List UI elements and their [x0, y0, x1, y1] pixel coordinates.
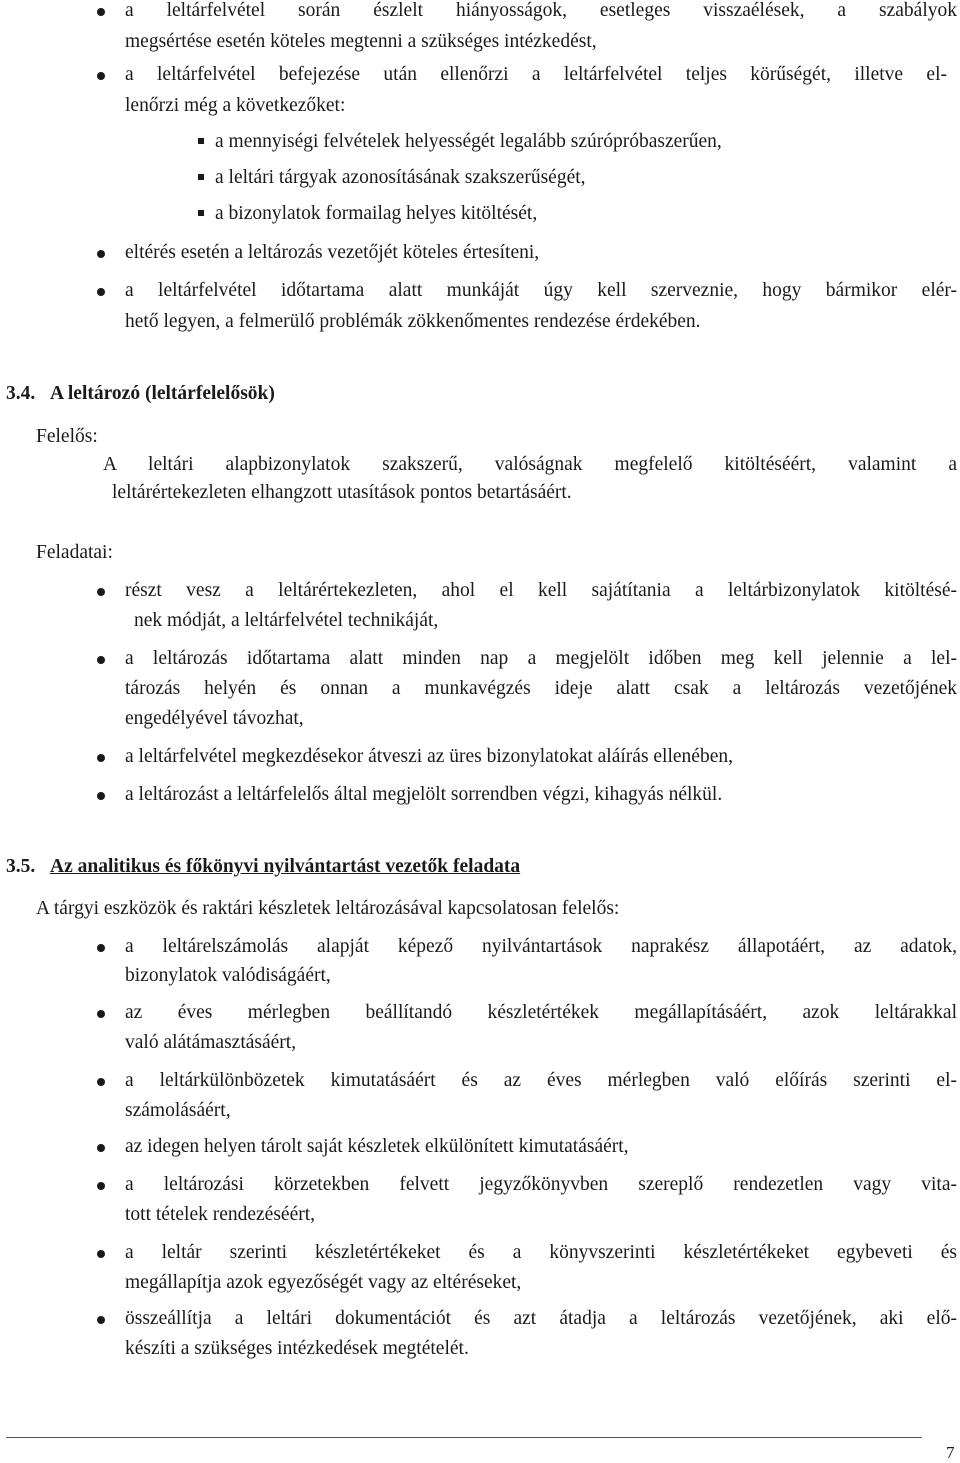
- section-title: Az analitikus és főkönyvi nyilvántartást vezetők feladata: [50, 856, 521, 877]
- list-item-line: a leltárfelvétel időtartama alatt munkáját úgy kell szerveznie, hogy bármikor elér-: [125, 280, 957, 301]
- bullet-icon: [97, 754, 105, 762]
- list-item-line: készíti a szükséges intézkedések megtételét.: [125, 1338, 469, 1359]
- list-item-line: számolásáért,: [125, 1100, 231, 1121]
- list-item-line: megsértése esetén köteles megtenni a szükséges intézkedést,: [125, 31, 597, 52]
- sublist-item: a leltári tárgyak azonosításának szakszerűségét,: [215, 167, 586, 188]
- list-item-line: a leltárfelvétel befejezése után ellenőrzi a leltárfelvétel teljes körűségét, illetve el-: [125, 64, 947, 85]
- bullet-icon: [97, 1250, 105, 1258]
- list-item-line: összeállítja a leltári dokumentációt és azt átadja a leltározás vezetőjének, aki elő-: [125, 1308, 957, 1329]
- footer-divider: [6, 1437, 922, 1438]
- square-bullet-icon: [198, 174, 204, 180]
- task-line: tározás helyén és onnan a munkavégzés ideje alatt csak a leltározás vezetőjének: [125, 678, 957, 699]
- bullet-icon: [97, 1182, 105, 1190]
- bullet-icon: [97, 792, 105, 800]
- list-item-line: lenőrzi még a következőket:: [125, 95, 346, 116]
- bullet-icon: [97, 288, 105, 296]
- bullet-icon: [97, 250, 105, 258]
- square-bullet-icon: [198, 210, 204, 216]
- bullet-icon: [97, 944, 105, 952]
- task-line: a leltározást a leltárfelelős által megjelölt sorrendben végzi, kihagyás nélkül.: [125, 784, 723, 805]
- section-title: A leltározó (leltárfelelősök): [50, 383, 275, 404]
- list-item-line: a leltárelszámolás alapját képező nyilvántartások naprakész állapotáért, az adatok,: [125, 936, 957, 957]
- bullet-icon: [97, 1010, 105, 1018]
- list-item-line: a leltárfelvétel során észlelt hiányosságok, esetleges visszaélések, a szabályok: [125, 0, 957, 21]
- responsible-label: Felelős:: [36, 426, 98, 447]
- bullet-icon: [97, 1144, 105, 1152]
- bullet-icon: [97, 1316, 105, 1324]
- section-number: 3.4.: [6, 383, 36, 404]
- bullet-icon: [97, 656, 105, 664]
- bullet-icon: [97, 588, 105, 596]
- list-item-line: való alátámasztásáért,: [125, 1032, 297, 1053]
- section-number: 3.5.: [6, 856, 36, 877]
- list-item-line: hető legyen, a felmerülő problémák zökkenőmentes rendezése érdekében.: [125, 311, 701, 332]
- bullet-icon: [97, 1078, 105, 1086]
- sublist-item: a bizonylatok formailag helyes kitöltését,: [215, 203, 538, 224]
- bullet-icon: [97, 72, 105, 80]
- list-item-line: tott tételek rendezéséért,: [125, 1204, 316, 1225]
- list-item-line: a leltározási körzetekben felvett jegyzőkönyvben szereplő rendezetlen vagy vita-: [125, 1174, 957, 1195]
- list-item-line: a leltár szerinti készletértékeket és a könyvszerinti készletértékeket egybeveti és: [125, 1242, 957, 1263]
- sublist-item: a mennyiségi felvételek helyességét legalább szúrópróbaszerűen,: [215, 131, 722, 152]
- list-item-line: megállapítja azok egyezőségét vagy az eltéréseket,: [125, 1272, 522, 1293]
- task-line: engedélyével távozhat,: [125, 708, 304, 729]
- task-line: részt vesz a leltárértekezleten, ahol el kell sajátítania a leltárbizonylatok kitöltésé-: [125, 580, 957, 601]
- tasks-label: Feladatai:: [36, 542, 113, 563]
- task-line: nek módját, a leltárfelvétel technikáját,: [134, 610, 439, 631]
- list-item-line: az idegen helyen tárolt saját készletek elkülönített kimutatásáért,: [125, 1136, 629, 1157]
- responsible-text-line: A leltári alapbizonylatok szakszerű, valóságnak megfelelő kitöltéséért, valamint a: [103, 454, 957, 475]
- list-item-line: eltérés esetén a leltározás vezetőjét köteles értesíteni,: [125, 242, 540, 263]
- task-line: a leltározás időtartama alatt minden nap a megjelölt időben meg kell jelennie a lel-: [125, 648, 957, 669]
- bullet-icon: [97, 8, 105, 16]
- responsible-text-line: leltárértekezleten elhangzott utasítások pontos betartásáért.: [112, 482, 572, 503]
- list-item-line: bizonylatok valódiságáért,: [125, 965, 331, 986]
- task-line: a leltárfelvétel megkezdésekor átveszi az üres bizonylatokat aláírás ellenében,: [125, 746, 733, 767]
- list-item-line: az éves mérlegben beállítandó készletértékek megállapításáért, azok leltárakkal: [125, 1002, 957, 1023]
- page-number: 7: [946, 1443, 955, 1462]
- section-intro: A tárgyi eszközök és raktári készletek leltározásával kapcsolatosan felelős:: [36, 898, 620, 919]
- list-item-line: a leltárkülönbözetek kimutatásáért és az éves mérlegben való előírás szerinti el-: [125, 1070, 957, 1091]
- square-bullet-icon: [198, 138, 204, 144]
